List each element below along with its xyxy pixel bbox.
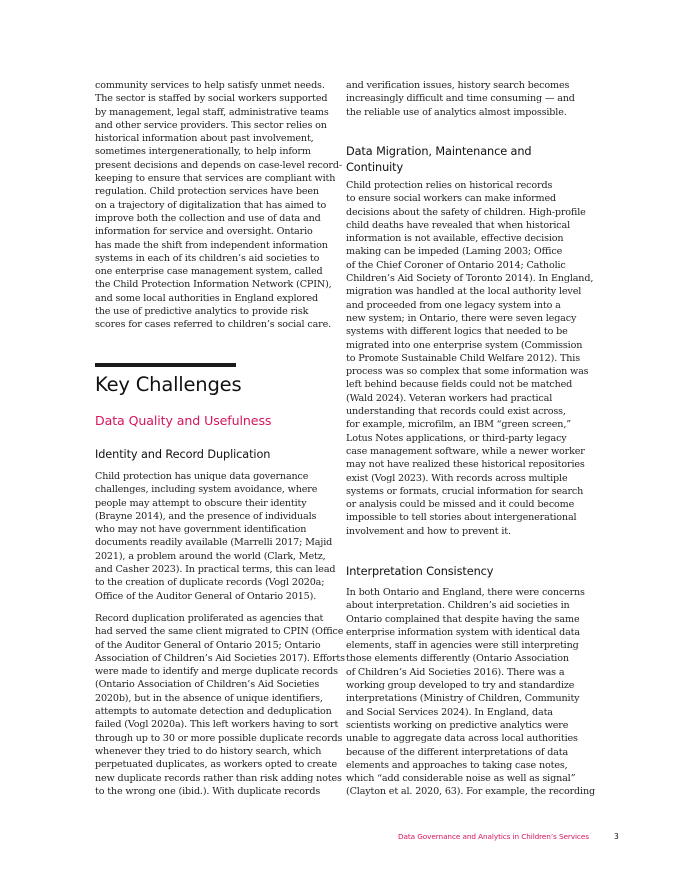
text-line: the use of predictive analytics to provide risk	[95, 306, 309, 318]
text-line: of the Auditor General of Ontario 2015; Ontario	[95, 639, 321, 651]
text-line: enterprise information system with identical data	[346, 626, 580, 638]
text-line: 2020b), but in the absence of unique identifiers,	[95, 692, 323, 704]
text-line: scientists working on predictive analytics were	[346, 719, 569, 731]
text-line: sometimes intergenerationally, to help inform	[95, 146, 311, 158]
text-line: improve both the collection and use of data and	[95, 212, 321, 224]
left-intro-paragraph	[95, 79, 342, 332]
text-line: and proceeded from one legacy system into a	[346, 299, 561, 311]
text-line: impossible to tell stories about intergenerational	[346, 512, 577, 524]
text-line: and verification issues, history search becomes	[346, 80, 570, 91]
text-line: making can be impeded (Laming 2003; Office	[346, 246, 563, 258]
text-line: systems in each of its children’s aid societies to	[95, 252, 320, 264]
text-line: Lotus Notes applications, or third-party legacy	[346, 432, 567, 444]
text-line: scores for cases referred to children’s social care.	[95, 319, 332, 331]
section-rule	[95, 363, 236, 367]
text-line: Child protection relies on historical records	[346, 180, 553, 191]
text-line: had served the same client migrated to CPIN (Office	[95, 626, 344, 638]
text-line: Children’s Aid Society of Toronto 2014). In England,	[346, 273, 594, 285]
text-line: historical information about past involvement,	[95, 133, 314, 145]
text-line: on a trajectory of digitalization that has aimed to	[95, 199, 327, 211]
identity-paragraph-1	[95, 470, 336, 603]
text-line: Ontario complained that despite having the same	[346, 613, 580, 625]
text-line: failed (Vogl 2020a). This left workers having to sort	[95, 719, 339, 731]
text-line: exist (Vogl 2023). With records across multiple	[346, 472, 568, 484]
text-line: (Ontario Association of Children’s Aid Societies	[95, 679, 320, 691]
text-line: documents readily available (Marrelli 2017; Majid	[95, 537, 333, 549]
heading-interpretation-consistency: Interpretation Consistency	[346, 565, 494, 578]
text-line: challenges, including system avoidance, where	[95, 484, 318, 496]
heading-data-migration-line-1: Data Migration, Maintenance and	[346, 145, 532, 158]
text-line: Child protection has unique data governance	[95, 471, 309, 482]
heading-identity-duplication: Identity and Record Duplication	[95, 448, 271, 461]
text-line: because of the different interpretations of data	[346, 746, 569, 758]
text-line: to Promote Sustainable Child Welfare 2012). This	[346, 352, 580, 364]
text-line: (Wald 2024). Veteran workers had practical	[346, 392, 553, 404]
text-line: unable to aggregate data across local authorities	[346, 733, 578, 745]
text-line: Association of Children’s Aid Societies 2017). Efforts	[95, 652, 345, 664]
text-line: interpretations (Ministry of Children, Community	[346, 693, 580, 705]
text-line: (Brayne 2014), and the presence of individuals	[95, 510, 317, 522]
heading-data-migration-line-2: Continuity	[346, 160, 404, 174]
text-line: to the wrong one (ibid.). With duplicate records	[95, 785, 321, 797]
text-line: or analysis could be missed and it could become	[346, 499, 575, 511]
text-line: involvement and how to prevent it.	[346, 525, 511, 537]
text-line: for example, microfilm, an IBM “green screen,”	[346, 419, 571, 431]
right-continuation-paragraph	[346, 79, 584, 119]
text-line: In both Ontario and England, there were concerns	[346, 587, 585, 598]
text-line: information is not available, effective decision	[346, 233, 564, 245]
text-line: and Social Services 2024). In England, data	[346, 706, 553, 718]
text-line: those elements differently (Ontario Association	[346, 653, 569, 665]
footer-document-title: Data Governance and Analytics in Children’s Services	[398, 832, 589, 841]
interpretation-paragraph	[346, 586, 595, 799]
heading-data-migration	[346, 144, 532, 175]
text-line: systems or formats, crucial information for search	[346, 485, 584, 497]
text-line: increasingly difficult and time consuming — and	[346, 93, 575, 105]
text-line: of Children’s Aid Societies 2016). There was a	[346, 666, 565, 678]
text-line: elements, staff in agencies were still interpreting	[346, 640, 579, 652]
text-line: to ensure social workers can make informed	[346, 193, 557, 205]
text-line: which “add considerable noise as well as signal”	[346, 773, 576, 785]
text-line: Office of the Auditor General of Ontario 2015).	[95, 590, 317, 602]
text-line: and some local authorities in England explored	[95, 292, 318, 304]
text-line: The sector is staffed by social workers supported	[95, 93, 328, 105]
text-line: whenever they tried to do history search, which	[95, 745, 322, 757]
text-line: understanding that records could exist across,	[346, 406, 566, 418]
migration-paragraph	[346, 179, 594, 538]
text-line: decisions about the safety of children. High-profile	[346, 206, 586, 218]
text-line: and other service providers. This sector relies on	[95, 119, 327, 131]
text-line: elements and approaches to taking case notes,	[346, 759, 568, 771]
text-line: working group developed to try and standardize	[346, 680, 575, 692]
text-line: migrated into one enterprise system (Commission	[346, 339, 583, 351]
text-line: one enterprise case management system, called	[95, 266, 323, 278]
section-title: Key Challenges	[95, 373, 242, 396]
text-line: has made the shift from independent information	[95, 239, 328, 251]
text-line: keeping to ensure that services are compliant with	[95, 173, 336, 185]
text-line: perpetuated duplicates, as workers opted to create	[95, 759, 337, 771]
text-line: by management, legal staff, administrative teams	[95, 106, 329, 118]
text-line: through up to 30 or more possible duplicate records	[95, 732, 343, 744]
text-line: the reliable use of analytics almost impossible.	[346, 106, 567, 118]
text-line: were made to identify and merge duplicate records	[95, 666, 338, 678]
text-line: information for service and oversight. Ontario	[95, 226, 313, 238]
text-line: process was so complex that some information was	[346, 366, 589, 378]
text-line: Record duplication proliferated as agencies that	[95, 613, 324, 624]
text-line: (Clayton et al. 2020, 63). For example, the recording	[346, 786, 595, 798]
text-line: new duplicate records rather than risk adding notes	[95, 772, 342, 784]
text-line: who may not have government identification	[95, 524, 307, 536]
text-line: migration was handled at the local authority level	[346, 286, 582, 298]
footer-page-number: 3	[614, 832, 619, 841]
text-line: left behind because fields could not be matched	[346, 379, 573, 391]
text-line: attempts to automate detection and deduplication	[95, 706, 332, 718]
subsection-title: Data Quality and Usefulness	[95, 413, 272, 428]
text-line: present decisions and depends on case-level record-	[95, 159, 342, 171]
text-line: community services to help satisfy unmet needs.	[95, 80, 325, 91]
text-line: may not have realized these historical repositories	[346, 459, 585, 471]
text-line: systems with different logics that needed to be	[346, 326, 568, 338]
text-line: people may attempt to obscure their identity	[95, 497, 307, 509]
identity-paragraph-2	[95, 612, 345, 798]
text-line: case management software, while a newer worker	[346, 445, 585, 457]
text-line: child deaths have revealed that when historical	[346, 219, 571, 231]
text-line: new system; in Ontario, there were seven legacy	[346, 312, 577, 324]
text-line: the Child Protection Information Network (CPIN),	[95, 279, 332, 291]
text-line: to the creation of duplicate records (Vogl 2020a;	[95, 577, 325, 589]
text-line: and Casher 2023). In practical terms, this can lead	[95, 564, 336, 576]
text-line: of the Chief Coroner of Ontario 2014; Catholic	[346, 259, 566, 271]
text-line: 2021), a problem around the world (Clark, Metz,	[95, 550, 326, 562]
text-line: regulation. Child protection services have been	[95, 186, 319, 198]
text-line: about interpretation. Children’s aid societies in	[346, 600, 570, 612]
